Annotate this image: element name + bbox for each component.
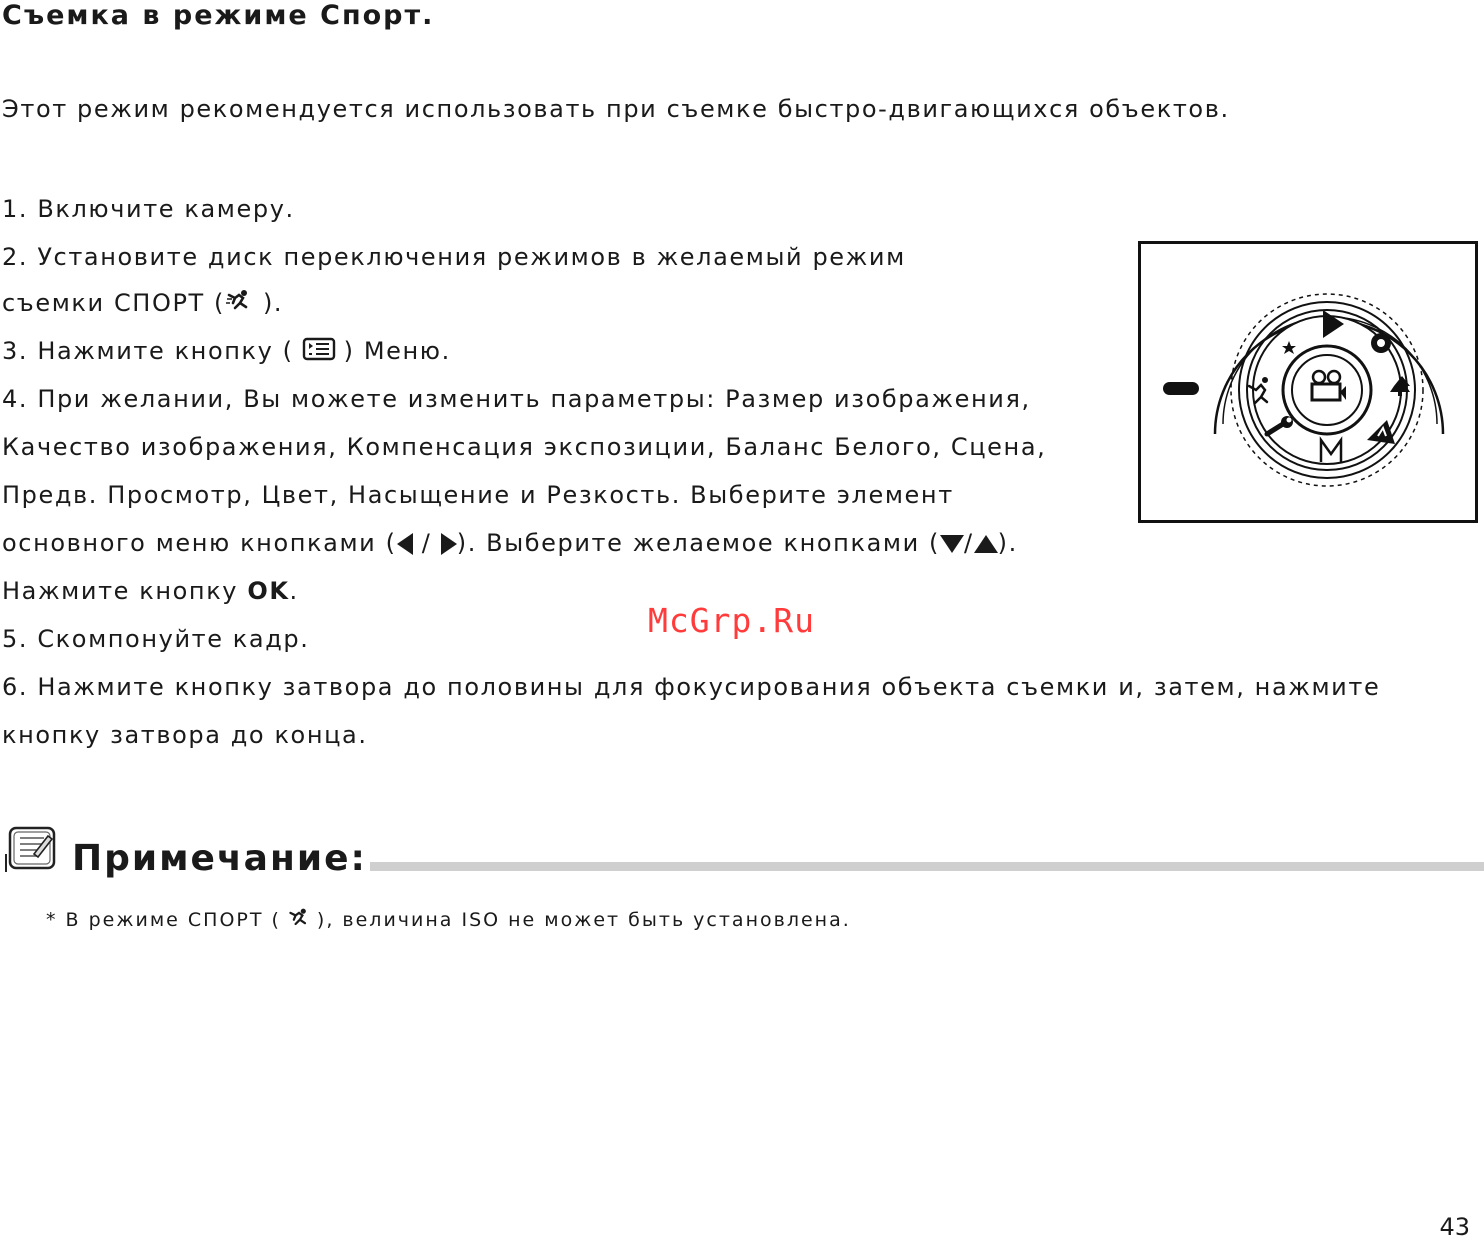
note-heading: Примечание: xyxy=(72,838,367,879)
step-4e-text-post: . xyxy=(289,577,299,605)
step-3-text-post: ) Меню. xyxy=(343,337,451,365)
page-title: Съемка в режиме Спорт. xyxy=(2,0,435,31)
note-divider xyxy=(370,862,1484,871)
step-6-line-1: 6. Нажмите кнопку затвора до половины для фокусирования объекта съемки и, затем, нажмите xyxy=(2,673,1381,701)
step-1: 1. Включите камеру. xyxy=(2,195,295,223)
up-arrow-icon xyxy=(974,535,998,553)
down-arrow-icon xyxy=(940,535,964,553)
dial-indicator-mark xyxy=(1163,382,1199,395)
step-2-text-pre: съемки СПОРТ ( xyxy=(2,289,225,317)
step-4-line-5 xyxy=(2,577,299,605)
step-4-line-1: 4. При желании, Вы можете изменить параметры: Размер изображения, xyxy=(2,385,1031,413)
ok-button-label: OK xyxy=(247,577,290,605)
step-4-text-post: ). xyxy=(997,529,1018,557)
sport-mode-icon xyxy=(225,289,253,319)
step-3-text-pre: 3. Нажмите кнопку ( xyxy=(2,337,294,365)
note-text-post: ), величина ISO не может быть установлена. xyxy=(316,909,851,931)
step-4-text-mid: . Выберите желаемое кнопками ( xyxy=(467,529,940,557)
step-5: 5. Скомпонуйте кадр. xyxy=(2,625,310,653)
step-2-line-1: 2. Установите диск переключения режимов в желаемый режим xyxy=(2,243,906,271)
intro-paragraph: Этот режим рекомендуется использовать при съемке быстро-двигающихся объектов. xyxy=(2,95,1230,123)
self-timer-icon xyxy=(1371,333,1391,353)
step-4-text-pre: основного меню кнопками ( xyxy=(2,529,397,557)
step-4-line-2: Качество изображения, Компенсация экспозиции, Баланс Белого, Сцена, xyxy=(2,433,1047,461)
left-arrow-icon xyxy=(397,533,413,555)
mode-dial-illustration xyxy=(1141,244,1475,520)
note-text-pre: * В режиме СПОРТ ( xyxy=(46,909,281,931)
note-text xyxy=(46,907,851,934)
step-3 xyxy=(2,337,451,367)
step-4-line-3: Предв. Просмотр, Цвет, Насыщение и Резкость. Выберите элемент xyxy=(2,481,954,509)
right-arrow-icon xyxy=(441,533,457,555)
note-sport-mode-icon xyxy=(287,907,311,934)
watermark: McGrp.Ru xyxy=(648,601,815,640)
step-4-line-4: основного меню кнопками ( / ). Выберите желаемое кнопками ( / ). xyxy=(2,529,1018,557)
step-4e-text-pre: Нажмите кнопку xyxy=(2,577,248,605)
page-number: 43 xyxy=(1439,1213,1470,1241)
step-2-line-2 xyxy=(2,289,283,319)
mode-dial-figure xyxy=(1138,241,1478,523)
step-2-text-post: ). xyxy=(262,289,284,317)
step-6-line-2: кнопку затвора до конца. xyxy=(2,721,368,749)
menu-button-icon xyxy=(302,337,336,367)
note-pad-icon xyxy=(4,824,60,876)
